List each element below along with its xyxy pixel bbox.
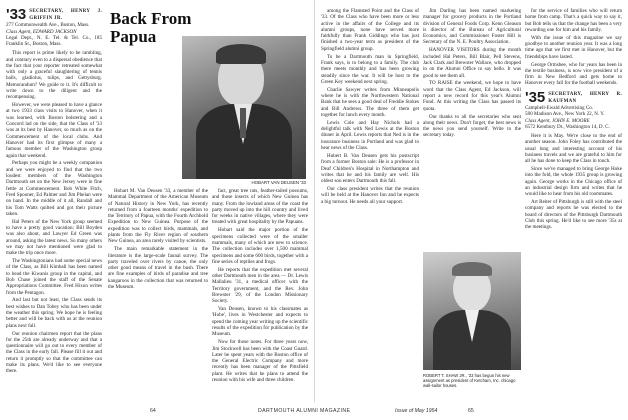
paragraph: Our class president writes that the reunion will be held at the Hanover Inn and he expects a big turnout. He needs all your support. [321, 185, 419, 205]
paragraph: Lewis Cole and Hay Nichols had a delightful talk with Ned Lewis at the Boston dinner in April. Lewis reports that Ned is in the insurance business in Portland and was glad to hear news of the Class. [321, 119, 419, 152]
paragraph: The Washingtonians had some special news of the Class, as Bill Kimball has been named to head the Kiwanis group in the capital, and Bob Chase joined the staff of the Senate Appropriations Committee. Fred Hixon writes from the Pentagon. [6, 258, 102, 296]
paragraph: Our thanks to all the secretaries who sent along their news. Don't forget, the best news is the news you send yourself. Write to the secretary today. [423, 113, 521, 139]
paragraph: This report is prime likely to be rambling, and contrary even to a dispersal obedience that the fact that your reporter retreated somewhat with only a graceful slaughtering of tennis balls, gladiolus, tulips, and Gettysburg. Memorandum? We guide to it. It's difficult to write down to the diligent and the recompensing. [6, 50, 102, 101]
paragraph: among the Flamsted Point and the Class of '33. Of the Class who have been more or less active in the affairs of the College and its alumni groups, none have served more faithfully than Frank Giddings who has just finished a two-year term as president of the Springfield alumni group. [321, 8, 419, 52]
photo-2-caption: ROBERT T. SHAW JR., '33 has begun his new assignment as president of Ketcham, Inc. chicago wall-sailor houses. [423, 373, 516, 388]
paragraph: HANOVER VISITORS during the month included Hal Peters, Bill Blair, Pell Stevens, Jack Clark and Brewster Wallace, who dropped in on the Alumni Office to say hello. It was good to see them all. [423, 47, 521, 79]
paragraph: fact, great tree rats, feather-tailed possums, and those insects of which New Guinea has many. From the lowland areas of the coast the party moved up into the hill country and lived for weeks in native villages, where they were treated with great hospitality by the Papuans. [212, 188, 308, 226]
secretary-address: 277 Commonwealth Ave., Boston, Mass. [6, 22, 90, 29]
hair-shape [452, 262, 492, 276]
paragraph: The main remarkable statement in the literature is the large-scale faunal survey. The party traveled over rivers by canoe, the only other good means of travel in the bush. There are fine examples of birds of paradise and tree kangaroos in the collection that was returned to the Museum. [108, 246, 208, 291]
paragraph: With the issue of this magazine we say goodbye to another reunion year. It was a long time ago that we first met in Hanover, but the friendships have lasted. [525, 34, 622, 60]
class-year-1933: '33 [6, 8, 27, 23]
paragraph: TO RAISE the weekend, we hope to have word that the Class Agent, Ed Jackson, will report a new record for this year's Alumni Fund. At this writing the Class has passed its quota. [423, 80, 521, 112]
right-page-number: 65 [468, 408, 474, 414]
paragraph: for the service of families who will return home from camp. That's a quick way to say it, but Bob tells us that the change has been a very rewarding one for him and his family. [525, 8, 622, 33]
paragraph: Here it is May. We're close to the end of another season. John Foley has contributed the usual long and interesting account of his business travels and we are grateful to him for all he has done to keep the Class in touch. [525, 132, 622, 165]
paragraph: George Ormsbee, who for years has been in the textile business, is now vice president of a firm in New Bedford and gets home to Hanover every fall for the football weekends. [525, 61, 622, 87]
right-page [315, 0, 628, 402]
column-1 [6, 8, 102, 398]
secretary-line: SECRETARY, HENRY J. GRIFFIN JR. [29, 9, 102, 22]
class-year-1935: '35 [525, 88, 546, 106]
portrait-photo-2 [423, 252, 521, 370]
paragraph: Now for those notes. For three years now, Jim Stockwell has been with the Coast Guard. Later he spent years with the Boston office of the General Electric Company and more recently has been manager of the Pittsfield plant. He writes that he plans to attend the reunion with his wife and three children. [212, 339, 308, 383]
class-agent-line: Class Agent, JOHN E. MOORE [525, 117, 590, 124]
paragraph: However, we were pleased to have a glance at two 1933 class visits to Hanover, when it was learned, with Boston bolstering and a Concord lad on the side, that the Class of '33 was at its best by Hanover, so much as on the Commencement of the local clubs. And Hanover had its first glimpse of many a famous member of the Washington group again that weekend. [6, 102, 102, 159]
paragraph: Van Deusen, known to his classmates as 'Hobe', lives in Westchester and expects to spend the coming year writing up the scientific results of the expedition for publication by the Museum. [212, 306, 308, 338]
column-5 [423, 8, 521, 246]
tie-shape [240, 108, 246, 138]
paragraph: To be a Dartmouth man in Springfield, Frank says, is to belong to a family. The club there meets monthly and has been growing steadily since the war. It will be host to the Green Key weekend next spring. [321, 53, 419, 85]
paragraph: Jim Darling has been named marketing manager for grocery products in the Portland division of General Foods Corp. Kenn Gleason is director of the Bureau of Agricultural Economics, and Commissioner Foster Hill is Secretary of the N. E. Poultry Association. [423, 8, 521, 46]
class-agent-address: Legal Dept., N. E. Tel. & Tel. Co., 185 Franklin St., Boston, Mass. [6, 34, 102, 48]
paragraph: Hobart M. Van Deusen '33, a member of the Mammal Department of the American Museum of Natural History in New York, has recently returned from a fourteen months' expedition to the Territory of Papua, with the Fourth Archbold Expedition to New Guinea. Purpose of the expedition was to collect birds, mammals, and plants from the Fly River region of southern New Guinea, an area rarely visited by scientists. [108, 188, 208, 245]
paragraph: Hobart said the major portion of the specimens collected were of the smaller mammals, many of which are new to science. The collection includes over 1,500 mammal specimens and some 600 birds, together with a fine series of reptiles and frogs. [212, 227, 308, 265]
paragraph: Charlie Sawyer writes from Minneapolis where he is with the Northwestern National Bank that he sees a good deal of Freddie Stokes and Bill Andrews. The three of them get together for lunch every month. [321, 86, 419, 118]
secretary-line: SECRETARY, HENRY R. KAUFMAN [548, 91, 622, 104]
paragraph: Perhaps you might be a weekly companion and we were enjoyed to find that the two loudest members of the Washington Dartmouth set on the New Jersey were in fine fettle at Commencement. Bob White Fitch, Fred Spooner, Ed Palmer and Jim Phelan were on hand. In the middle of it all, Randall and his Tom Watts quilted and got their picture taken. [6, 160, 102, 217]
column-3 [212, 188, 308, 398]
column-4 [321, 8, 419, 398]
page-footer [0, 402, 628, 420]
class-1933-header [6, 8, 102, 47]
paragraph: Since we've managed to bring George Hoke into the fold, the whole 1935 group is growing again. George works in the Chicago office of an industrial design firm and writes that he would like to hear from his old roommates. [525, 166, 622, 198]
class-agent-line: Class Agent, EDWARD JACKSON [6, 28, 77, 35]
class-1935-header [525, 88, 622, 130]
paragraph: Hubert B. Van Deusen gets his postscript from a former Boston sale: He is a professor in Deaf Children's Hospital in Northampton and writes that he and his family are well. His oldest son enters Dartmouth this fall. [321, 152, 419, 185]
left-page [0, 0, 315, 402]
hair-shape [216, 44, 266, 64]
photo-caption: HOBART VAN DEUSEN '33 [251, 180, 306, 185]
issue-date: Issue of May 1954 [395, 408, 438, 414]
left-page-number: 64 [150, 408, 156, 414]
paragraph: Our reunion chairmen report that the plans for the 25th are already underway and that a questionnaire will go out to every member of the Class in the early fall. Please fill it out and return it promptly so that the committee can make its plans. We'd like to see everyone there. [6, 330, 102, 375]
portrait-photo [182, 36, 306, 179]
article-title-line-1: Back From [110, 9, 192, 28]
column-6 [525, 8, 622, 398]
secretary-address: 580 Madison Ave., New York 22, N. Y. [525, 111, 605, 118]
paragraph: Art Reiter of Pittsburgh is still with the steel company and reports he was elected to the board of directors of the Pittsburgh Dartmouth Club this spring. He'd like to see more '35s at the meetings. [525, 199, 622, 231]
paragraph: And last but not least, the Class sends its best wishes to Dan Tobey who has been under the weather this spring. We hope he is feeling better and will be back with us at the reunion plans next fall. [6, 297, 102, 329]
class-agent-address: 6572 Kentbury Dr., Washington 14, D. C. [525, 123, 610, 130]
paragraph: Hal Peters of the New York group seemed to have a pretty good vacation; Bill Boyden was also about, and Lawyer Ed Green was around, asking the latest news. So many others we may not have mentioned were glad to make the trip once more. [6, 218, 102, 257]
secretary-org: Campbell-Ewald Advertising Co. [525, 105, 594, 112]
paragraph: He reports that the expedition met several other Dartmouth men in the area — Dr. Lewis Mallalieu '31, a medical officer with the Territory government, and the Rev. John Brewster '29, of the London Missionary Society. [212, 266, 308, 305]
magazine-name: DARTMOUTH ALUMNI MAGAZINE [258, 408, 351, 414]
article-title-line-2: Papua [110, 27, 157, 46]
